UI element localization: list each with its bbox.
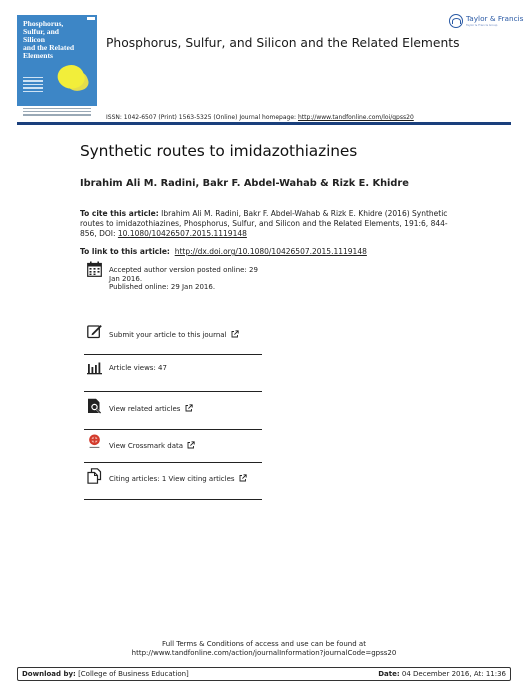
download-date-label: Date: xyxy=(378,670,400,678)
panel-divider xyxy=(84,499,262,500)
issn-line xyxy=(106,114,414,121)
external-link-icon xyxy=(231,330,239,338)
citing-articles-link[interactable] xyxy=(109,473,247,484)
header-divider-thick xyxy=(17,123,511,125)
views-row xyxy=(84,355,262,391)
citation-block xyxy=(80,209,460,239)
article-title: Synthetic routes to imidazothiazines xyxy=(80,142,358,160)
submit-article-link[interactable] xyxy=(109,329,239,340)
doi-link[interactable]: 10.1080/10426507.2015.1119148 xyxy=(117,229,247,238)
cover-crystal-graphic xyxy=(55,61,88,92)
journal-name: Phosphorus, Sulfur, and Silicon and the Related Elements xyxy=(106,36,460,50)
accepted-date: Accepted author version posted online: 29 Jan 2016. xyxy=(109,266,258,283)
link-block xyxy=(80,247,367,256)
calendar-icon xyxy=(87,261,102,277)
external-link-icon xyxy=(187,441,195,449)
download-date xyxy=(378,670,506,678)
article-doi-url[interactable]: http://dx.doi.org/10.1080/10426507.2015.1119148 xyxy=(174,247,367,256)
issn-text: ISSN: 1042-6507 (Print) 1563-5325 (Online) Journal homepage: xyxy=(106,114,297,121)
download-by-label: Download by: xyxy=(22,670,76,678)
cover-footer xyxy=(17,106,97,119)
accepted-row xyxy=(84,256,262,316)
journal-homepage-link[interactable]: http://www.tandfonline.com/loi/gpss20 xyxy=(297,114,414,121)
view-related-articles-link[interactable] xyxy=(109,403,193,414)
submit-article-label: Submit your article to this journal xyxy=(109,331,227,339)
external-link-icon xyxy=(185,404,193,412)
published-date: Published online: 29 Jan 2016. xyxy=(109,283,216,291)
external-link-icon xyxy=(239,474,247,482)
cover-title: Phosphorus, Sulfur, and Silicon and the Related Elements xyxy=(23,19,75,60)
publisher-tagline: Taylor & Francis Group xyxy=(466,23,498,27)
citing-articles-label: Citing articles: 1 View citing articles xyxy=(109,475,235,483)
cover-contents-lines xyxy=(23,77,43,94)
download-date-value: 04 December 2016, At: 11:36 xyxy=(401,670,506,678)
article-views: Article views: 47 xyxy=(109,364,167,372)
citation-text: Ibrahim Ali M. Radini, Bakr F. Abdel-Wahab & Rizk E. Khidre (2016) Synthetic routes to imidazothiazines, Phosphorus, Sulfur, and Silicon and the Related Elements, 191:6, 844-856, DOI: xyxy=(80,209,448,238)
terms-line: Full Terms & Conditions of access and use can be found at xyxy=(162,640,366,648)
related-articles-label: View related articles xyxy=(109,405,181,413)
download-info-bar xyxy=(17,667,511,681)
terms-notice xyxy=(0,640,528,658)
journal-cover-image xyxy=(17,15,97,119)
citing-documents-icon xyxy=(87,468,102,484)
publisher-logo-icon xyxy=(449,14,463,28)
edit-icon xyxy=(87,323,102,339)
terms-url[interactable]: http://www.tandfonline.com/action/journalInformation?journalCode=gpss20 xyxy=(131,649,397,657)
citation-label: To cite this article: xyxy=(80,209,159,218)
crossmark-label: View Crossmark data xyxy=(109,442,184,450)
publisher-name: Taylor & Francis xyxy=(466,14,524,23)
search-document-icon xyxy=(87,398,102,414)
view-crossmark-link[interactable] xyxy=(109,440,195,451)
citing-row[interactable] xyxy=(84,463,262,499)
bar-chart-icon xyxy=(87,360,102,376)
submit-row[interactable] xyxy=(84,317,262,354)
download-by-value: [College of Business Education] xyxy=(78,670,189,678)
crossmark-row[interactable] xyxy=(84,430,262,462)
article-authors: Ibrahim Ali M. Radini, Bakr F. Abdel-Wahab & Rizk E. Khidre xyxy=(80,178,409,189)
link-label: To link to this article: xyxy=(80,247,170,256)
crossmark-icon xyxy=(87,434,102,450)
related-row[interactable] xyxy=(84,392,262,429)
download-by xyxy=(22,670,189,678)
accepted-text xyxy=(109,266,259,292)
